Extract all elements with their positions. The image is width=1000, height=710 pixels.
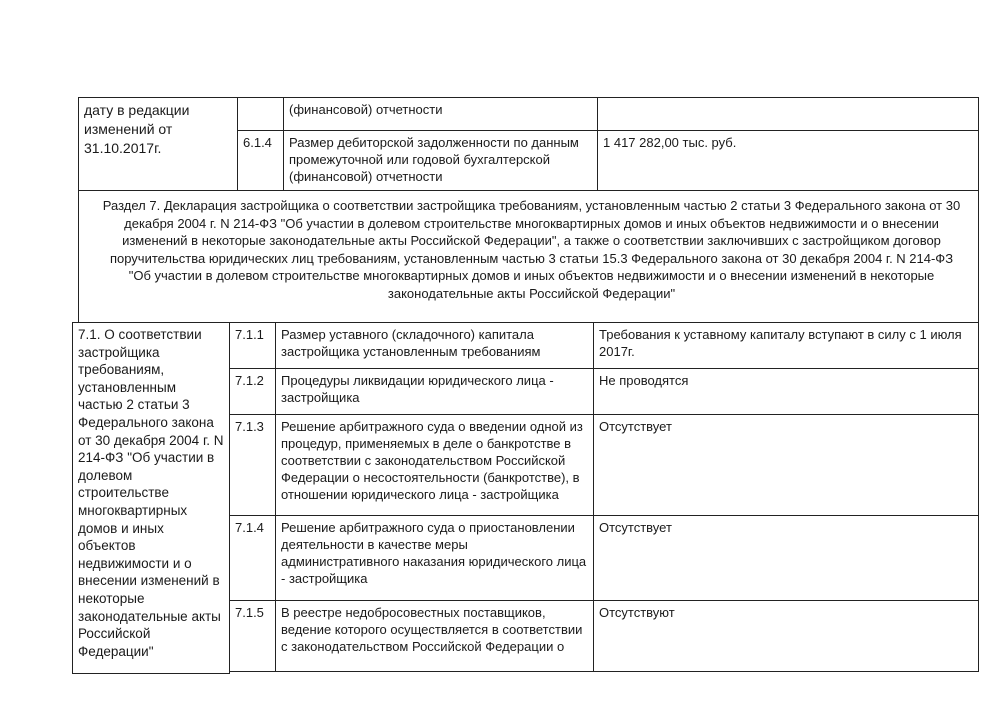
row-desc: (финансовой) отчетности bbox=[283, 97, 598, 131]
row-value: Отсутствует bbox=[593, 515, 979, 601]
row-value: Не проводятся bbox=[593, 368, 979, 415]
row-num: 7.1.3 bbox=[229, 414, 276, 516]
section-7-heading: Раздел 7. Декларация застройщика о соответствии застройщика требованиям, установленным частью 2 статьи 3 Федерального закона от 30 декабря 2004 г. N 214-ФЗ "Об участии в долевом строительстве многоквартирных домов и иных объектов недвижимости и о внесении изменений в некоторые законодательные акты Российской Федерации", а также о соответствии заключивших с застройщиком договор поручительства юридических лиц требованиям, установленным частью 3 статьи 15.3 Федерального закона от 30 декабря 2004 г. N 214-ФЗ "Об участии в долевом строительстве многоквартирных домов и иных объектов недвижимости и о внесении изменений в некоторые законодательные акты Российской Федерации" bbox=[78, 190, 979, 323]
row-num: 7.1.1 bbox=[229, 322, 276, 369]
row-desc: Решение арбитражного суда о приостановлении деятельности в качестве меры административного наказания юридического лица - застройщика bbox=[275, 515, 594, 601]
row-num: 7.1.4 bbox=[229, 515, 276, 601]
row-num: 7.1.2 bbox=[229, 368, 276, 415]
row-value: Требования к уставному капиталу вступают в силу с 1 июля 2017г. bbox=[593, 322, 979, 369]
row-desc: Размер уставного (складочного) капитала застройщика установленным требованиям bbox=[275, 322, 594, 369]
row-value: Отсутствуют bbox=[593, 600, 979, 672]
row-value: 1 417 282,00 тыс. руб. bbox=[597, 130, 979, 191]
row-desc: Решение арбитражного суда о введении одной из процедур, применяемых в деле о банкротстве в соответствии с законодательством Российской Федерации о несостоятельности (банкротстве), в отношении юридического лица - застройщика bbox=[275, 414, 594, 516]
row-desc: Процедуры ликвидации юридического лица - застройщика bbox=[275, 368, 594, 415]
row-num: 7.1.5 bbox=[229, 600, 276, 672]
row-value bbox=[597, 97, 979, 131]
row-desc: В реестре недобросовестных поставщиков, ведение которого осуществляется в соответствии с законодательством Российской Федерации о bbox=[275, 600, 594, 672]
row-desc: Размер дебиторской задолженности по данным промежуточной или годовой бухгалтерской (финансовой) отчетности bbox=[283, 130, 598, 191]
row-num: 6.1.4 bbox=[237, 130, 284, 191]
row-value: Отсутствует bbox=[593, 414, 979, 516]
group-7-1-label: 7.1. О соответствии застройщика требованиям, установленным частью 2 статьи 3 Федерального закона от 30 декабря 2004 г. N 214-ФЗ "Об участии в долевом строительстве многоквартирных домов и иных объектов недвижимости и о внесении изменений в некоторые законодательные акты Российской Федерации" bbox=[72, 322, 230, 674]
section-6-label: дату в редакции изменений от 31.10.2017г. bbox=[78, 97, 238, 191]
row-num bbox=[237, 97, 284, 131]
